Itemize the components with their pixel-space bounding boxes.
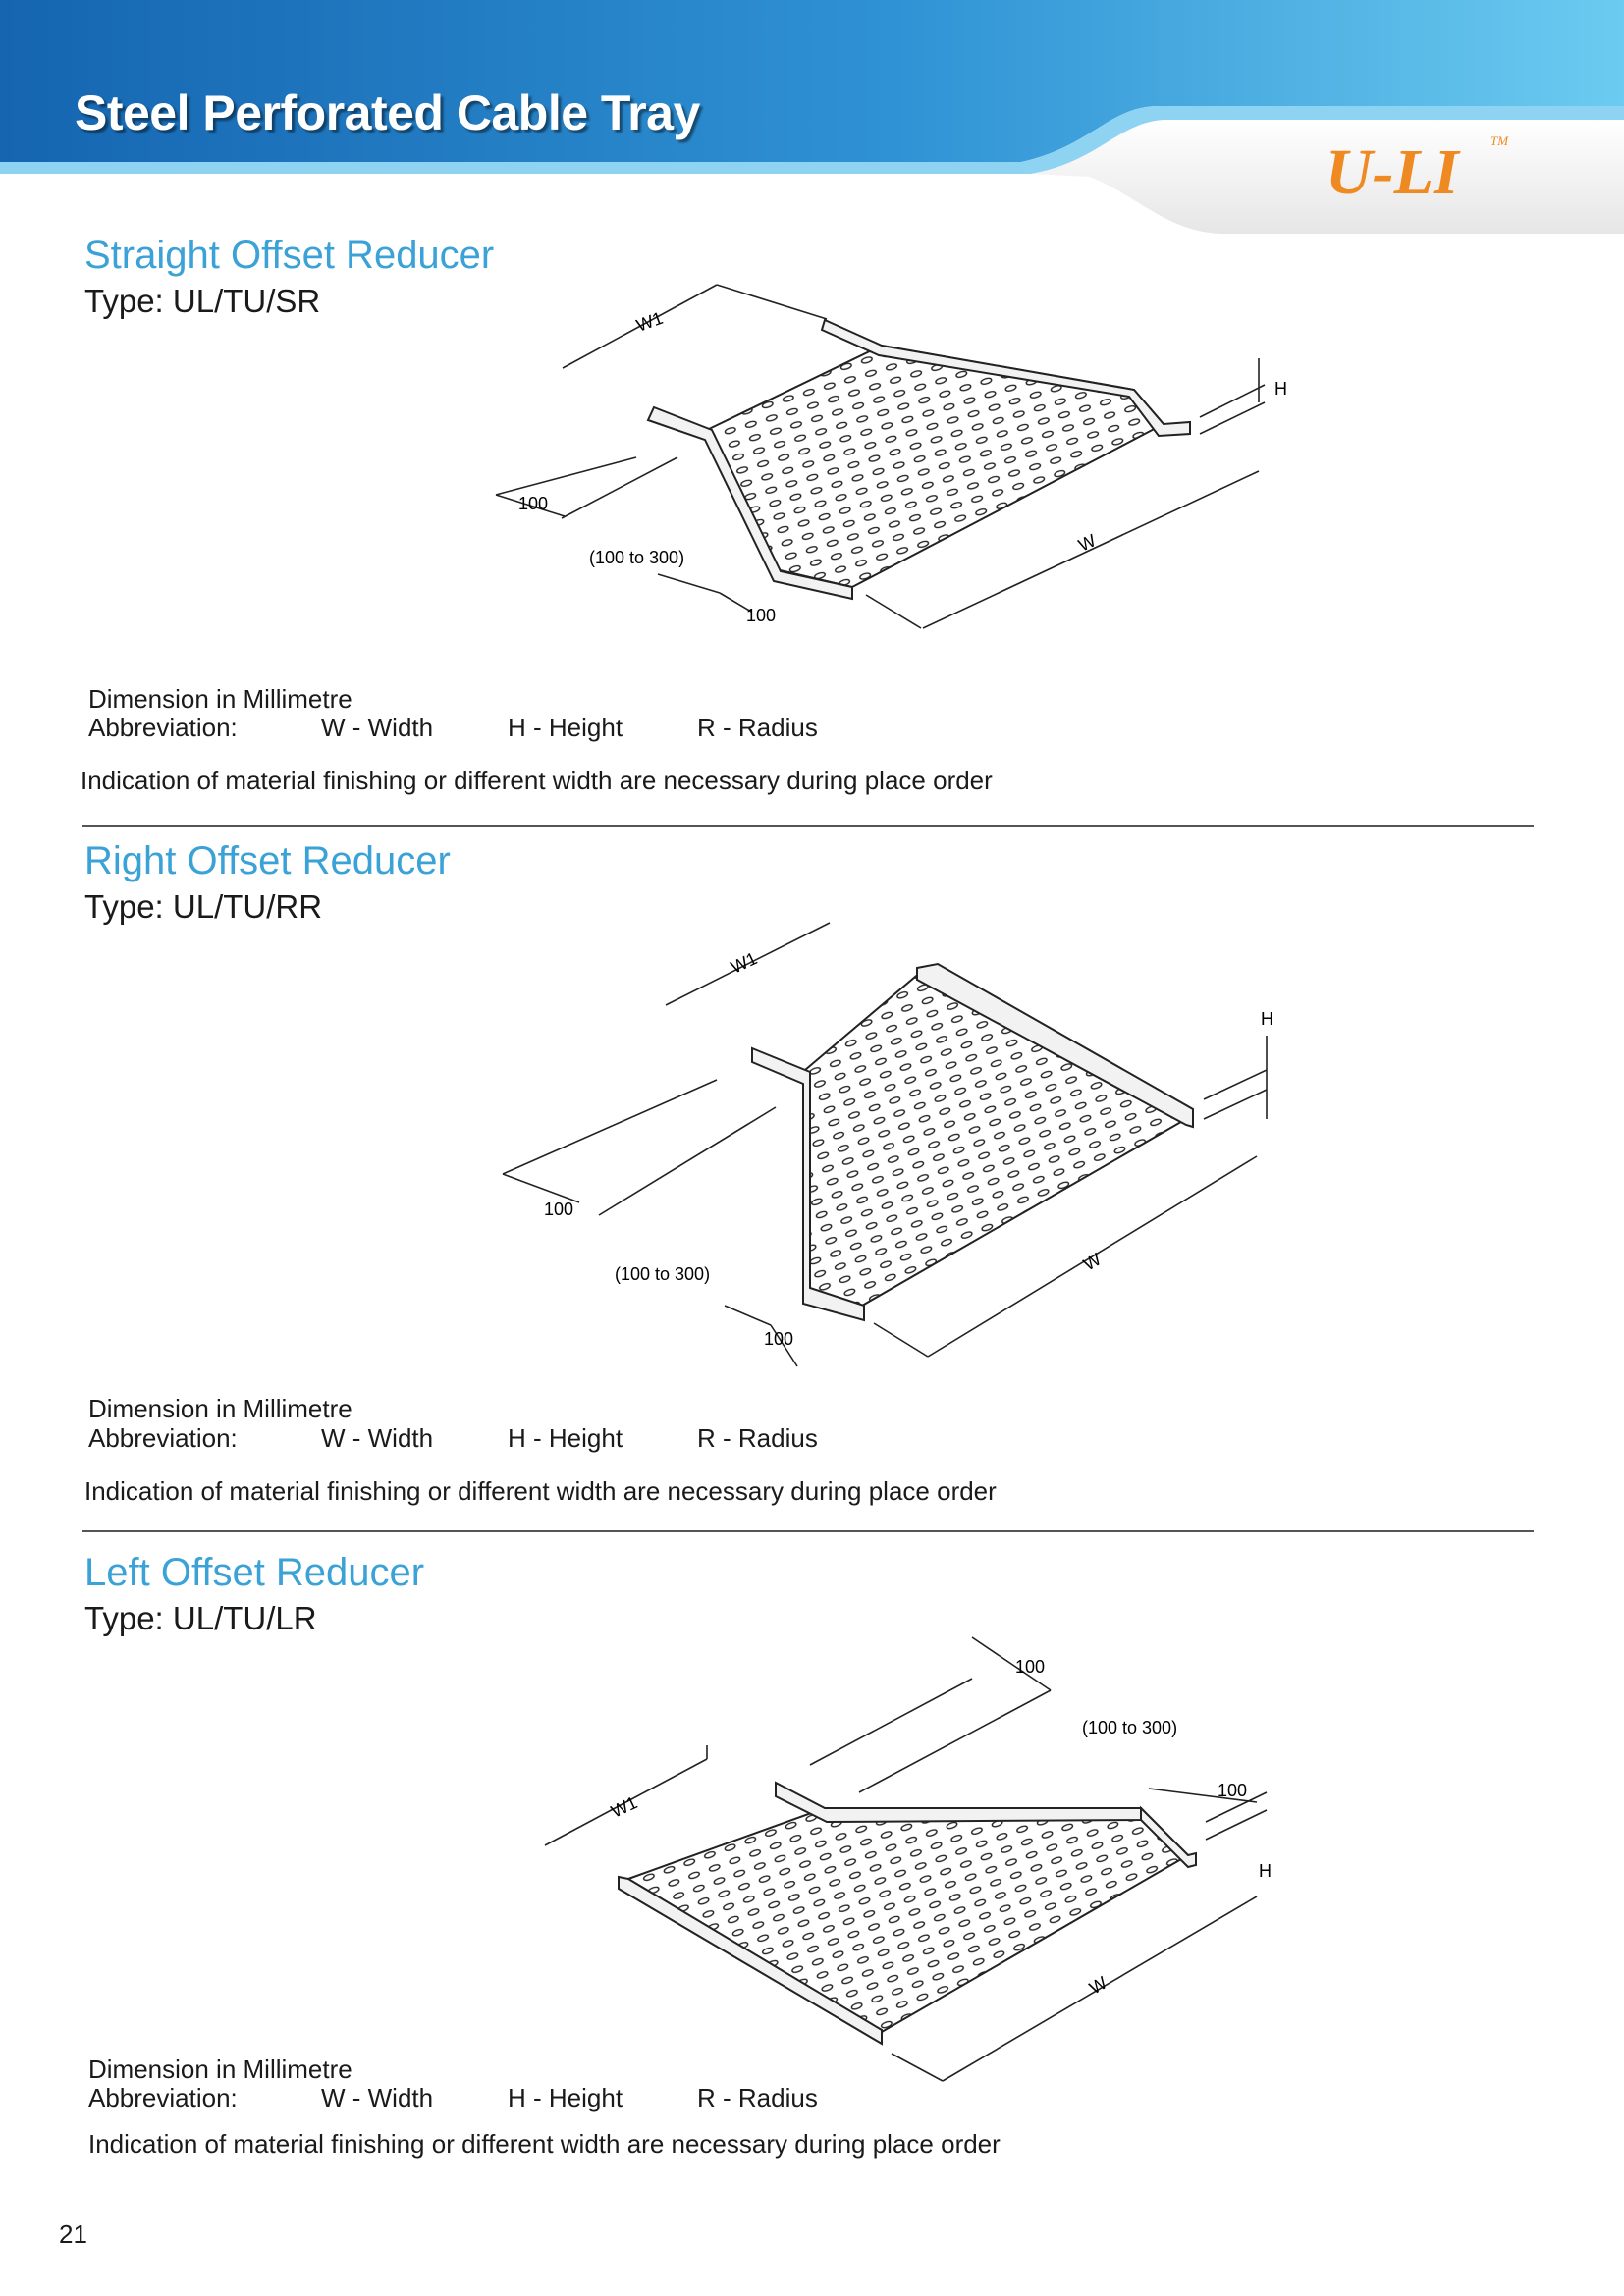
abbr-radius: R - Radius [697, 2083, 818, 2112]
dim-range: (100 to 300) [615, 1264, 711, 1284]
w1-label: W1 [633, 307, 666, 336]
dimension-note: Dimension in Millimetre [88, 684, 352, 714]
dim-100-lower: 100 [1218, 1781, 1248, 1800]
order-note: Indication of material finishing or different width are necessary during place order [88, 2129, 1001, 2159]
section-type: Type: UL/TU/LR [84, 1600, 317, 1636]
h-label: H [1261, 1009, 1273, 1029]
page-number: 21 [59, 2219, 87, 2249]
w1-label: W1 [608, 1792, 641, 1822]
abbr-height: H - Height [508, 2083, 623, 2112]
dim-100-upper: 100 [1015, 1657, 1046, 1677]
dim-range: (100 to 300) [1082, 1718, 1178, 1737]
page-title: Steel Perforated Cable Tray [75, 85, 700, 140]
dim-100-upper: 100 [544, 1200, 574, 1219]
section-type: Type: UL/TU/SR [84, 283, 321, 319]
abbreviation-label: Abbreviation: [88, 2083, 238, 2112]
abbr-width: W - Width [321, 2083, 434, 2112]
brand-logo: U-LI [1326, 136, 1459, 208]
dim-100-lower: 100 [746, 606, 777, 625]
abbreviation-label: Abbreviation: [88, 713, 238, 742]
trademark-mark: TM [1490, 133, 1509, 148]
dim-100-upper: 100 [518, 494, 549, 513]
order-note: Indication of material finishing or different width are necessary during place order [84, 1476, 997, 1506]
abbr-height: H - Height [508, 713, 623, 742]
dim-range: (100 to 300) [589, 548, 685, 567]
section-title: Left Offset Reducer [84, 1551, 425, 1594]
h-label: H [1274, 379, 1287, 399]
abbreviation-label: Abbreviation: [88, 1423, 238, 1453]
dimension-note: Dimension in Millimetre [88, 2055, 352, 2084]
abbr-width: W - Width [321, 1423, 434, 1453]
abbr-height: H - Height [508, 1423, 623, 1453]
section-title: Right Offset Reducer [84, 839, 451, 882]
h-label: H [1259, 1861, 1272, 1881]
abbr-radius: R - Radius [697, 713, 818, 742]
w1-label: W1 [728, 948, 761, 978]
dim-100-lower: 100 [764, 1329, 794, 1349]
section-type: Type: UL/TU/RR [84, 888, 323, 925]
section-title: Straight Offset Reducer [84, 234, 495, 277]
abbr-radius: R - Radius [697, 1423, 818, 1453]
dimension-note: Dimension in Millimetre [88, 1394, 352, 1423]
abbr-width: W - Width [321, 713, 434, 742]
order-note: Indication of material finishing or different width are necessary during place order [81, 766, 993, 795]
w-label: W [1086, 1972, 1110, 1999]
w-label: W [1080, 1249, 1105, 1275]
w-label: W [1075, 530, 1100, 556]
